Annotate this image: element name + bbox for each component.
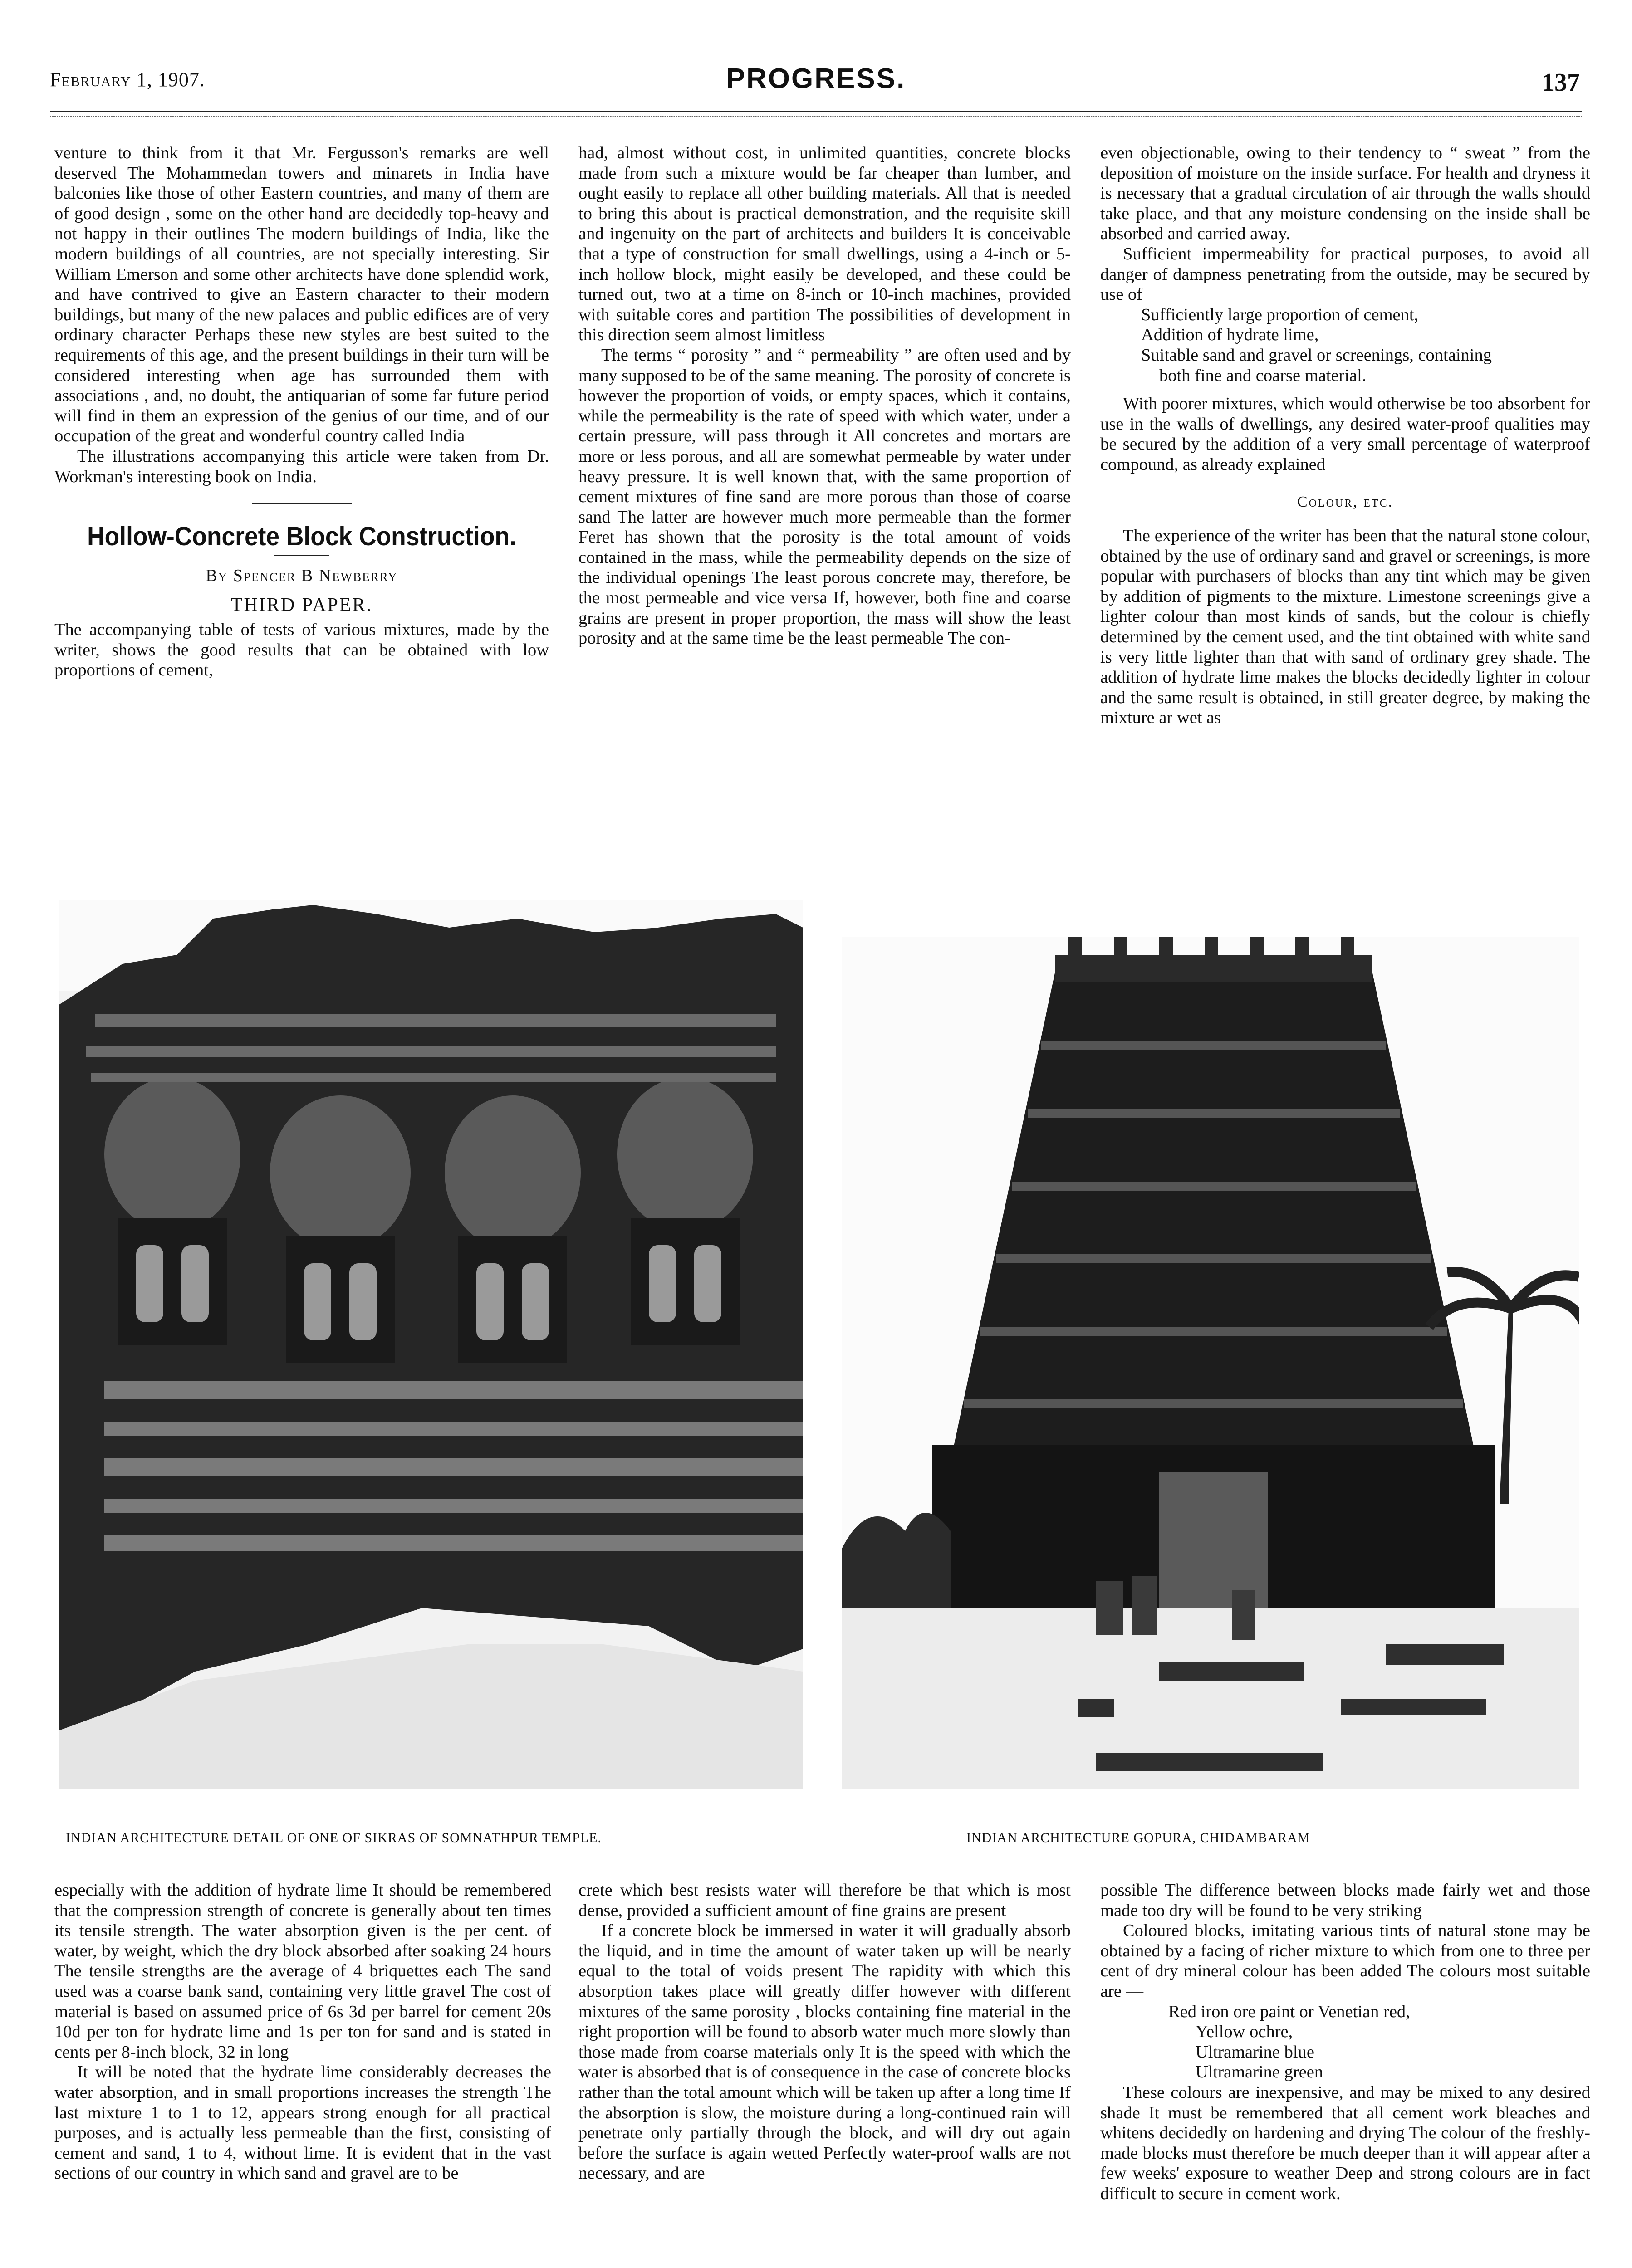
list-item: Suitable sand and gravel or screenings, containing (1141, 345, 1492, 365)
paragraph: The experience of the writer has been that the natural stone colour, obtained by the use of ordinary sand and gravel or screenings, is more popular with purchasers of blocks than any tint which may be given by addition of pigments to the mixture. Limestone screenings give a lighter colour than most kinds of sands, but the colour is chiefly determined by the cement used, and the tint obtained with white sand is very little lighter than that with sand of ordinary grey shade. The addition of hydrate lime makes the blocks decidedly lighter in colour and the same result is obtained, in still greater degree, by making the mixture ar wet as (1100, 526, 1590, 728)
paper-number: THIRD PAPER. (230, 594, 373, 616)
gopura-illustration (842, 937, 1579, 1789)
top-column-1 (54, 143, 549, 680)
list-item: Ultramarine green (1196, 2063, 1323, 2082)
right-figure-caption: INDIAN ARCHITECTURE GOPURA, CHIDAMBARAM (966, 1830, 1310, 1845)
article-title: Hollow-Concrete Block Construction. (87, 522, 516, 552)
paragraph: especially with the addition of hydrate lime It should be remembered that the compression strength of concrete is generally about ten times its tensile strength. The water absorption given is the per cent. of water, by weight, which the dry block absorbed after soaking 24 hours The tensile strengths are the average of 4 briquettes each The sand used was a coarse bank sand, containing very little gravel The cost of material is based on assumed price of 6s 3d per barrel for cement 20s 10d per ton for hydrate lime and 1s per ton for sand and is stated in cents per 8-inch block, 32 in long (54, 1881, 551, 2062)
paragraph: These colours are inexpensive, and may be mixed to any desired shade It must be remembered that all cement work bleaches and whitens decidedly on hardening and drying The colour of the freshly-made blocks must therefore be much deeper than it will appear after a few weeks' exposure to weather Deep and strong colours are in fact difficult to secure in cement work. (1100, 2082, 1590, 2203)
left-figure-caption: INDIAN ARCHITECTURE DETAIL OF ONE OF SIKRAS OF SOMNATHPUR TEMPLE. (66, 1830, 602, 1845)
bottom-column-1 (54, 1880, 551, 2184)
paragraph: venture to think from it that Mr. Fergusson's remarks are well deserved The Mohammedan towers and minarets in India have balconies like those of other Eastern countries, and many of them are of good design , some on the other hand are decidedly top-heavy and not happy in their outlines The modern buildings of India, like the modern buildings of all countries, are not specially interesting. Sir William Emerson and some other architects have done splendid work, and have contrived to give an Eastern character to their modern buildings, but many of the new palaces and public edifices are of very ordinary character Perhaps these new styles are best suited to the requirements of this age, and the present buildings in their turn will be considered interesting when age has surrounded them with associations , and, no doubt, the antiquarian of some far future period will find in them an expression of the genius of our time, and of our occupation of the great and wonderful country called India (54, 143, 549, 446)
temple-detail-photo (59, 900, 803, 1789)
temple-detail-illustration (59, 900, 803, 1789)
list-item: Red iron ore paint or Venetian red, (1168, 2002, 1410, 2021)
paragraph: It will be noted that the hydrate lime considerably decreases the water absorption, and in small proportions increases the strength The last mixture 1 to 1 to 12, appears strong enough for all practical purposes, and is actually less permeable than the first, consisting of cement and sand, 1 to 4, without lime. It is evident that in the vast sections of our country in which sand and gravel are to be (54, 2063, 551, 2183)
header-rule-dashed (50, 116, 1582, 117)
journal-title: PROGRESS. (726, 63, 906, 94)
paragraph: Sufficient impermeability for practical purposes, to avoid all danger of dampness penetrating from the outside, may be secured by use of (1100, 244, 1590, 304)
section-divider (252, 503, 352, 504)
list-item: Yellow ochre, (1196, 2022, 1293, 2042)
header-rule (50, 111, 1582, 112)
top-column-2 (578, 143, 1071, 649)
page-number: 137 (1542, 68, 1580, 97)
paragraph: Coloured blocks, imitating various tints of natural stone may be obtained by a facing of richer mixture to which from one to three per cent of dry mineral colour has been added The colours most suitable are — (1100, 1921, 1590, 2001)
list-item: Sufficiently large proportion of cement, (1141, 305, 1419, 324)
gopura-photo (842, 937, 1579, 1789)
header-date: February 1, 1907. (50, 68, 205, 91)
list-item: both fine and coarse material. (1159, 366, 1367, 385)
section-subhead: Colour, etc. (1297, 493, 1394, 510)
byline: By Spencer B Newberry (206, 566, 398, 586)
paragraph: had, almost without cost, in unlimited quantities, concrete blocks made from such a mixture would be far cheaper than lumber, and ought easily to replace all other building materials. All that is needed to bring this about is practical demonstration, and the requisite skill and ingenuity on the part of architects and builders It is conceivable that a type of construction for small dwellings, using a 4-inch or 5-inch hollow block, might easily be developed, and these could be turned out, two at a time on 8-inch or 10-inch machines, provided with suitable cores and partition The possibilities of development in this direction seem almost limitless (578, 143, 1071, 345)
title-divider (274, 555, 329, 556)
top-column-3 (1100, 143, 1590, 728)
bottom-column-3 (1100, 1880, 1590, 2204)
paragraph: The terms “ porosity ” and “ permeability ” are often used and by many supposed to be of the same meaning. The porosity of concrete is however the proportion of voids, or empty spaces, which it contains, while the permeability is the rate of speed with which water, under a certain pressure, will pass through it All concretes and mortars are more or less porous, and all are somewhat permeable by water under heavy pressure. It is well known that, with the same proportion of cement mixtures of fine sand are more porous than those of coarse sand The latter are however much more permeable than the former Feret has shown that the porosity is the total amount of voids contained in the mass, while the permeability depends on the size of the individual openings The least porous concrete may, therefore, be the most permeable and vice versa If, however, both fine and coarse grains are present in proper proportion, the mass will show the least porosity and at the same time be the least permeable The con- (578, 345, 1071, 648)
list-item: Addition of hydrate lime, (1141, 325, 1319, 345)
list-item: Ultramarine blue (1196, 2042, 1314, 2062)
paragraph: even objectionable, owing to their tendency to “ sweat ” from the deposition of moisture on the inside surface. For health and dryness it is necessary that a gradual circulation of air through the walls should take place, and that any moisture condensing on the inside shall be absorbed and carried away. (1100, 143, 1590, 244)
paragraph: The accompanying table of tests of various mixtures, made by the writer, shows the good results that can be obtained with low proportions of cement, (54, 620, 549, 680)
paragraph: If a concrete block be immersed in water it will gradually absorb the liquid, and in time the amount of water taken up will be nearly equal to the total of voids present The rapidity with which this absorption takes place will greatly differ however with different mixtures of the same porosity , blocks containing fine material in the right proportion will be found to absorb water much more slowly than those made from coarse materials only It is the speed with which the water is absorbed that is of consequence in the case of concrete blocks rather than the total amount which will be taken up after a long time If the absorption is slow, the moisture during a long-continued rain will penetrate only partially through the block, and will dry out again before the surface is again wetted Perfectly water-proof walls are not necessary, and are (578, 1921, 1071, 2183)
paragraph: crete which best resists water will therefore be that which is most dense, provided a sufficient amount of fine grains are present (578, 1881, 1071, 1920)
bottom-column-2 (578, 1880, 1071, 2184)
paragraph: With poorer mixtures, which would otherwise be too absorbent for use in the walls of dwellings, any desired water-proof qualities may be secured by the addition of a very small percentage of waterproof compound, as already explained (1100, 394, 1590, 474)
paragraph: The illustrations accompanying this article were taken from Dr. Workman's interesting book on India. (54, 446, 549, 486)
paragraph: possible The difference between blocks made fairly wet and those made too dry will be found to be very striking (1100, 1881, 1590, 1920)
